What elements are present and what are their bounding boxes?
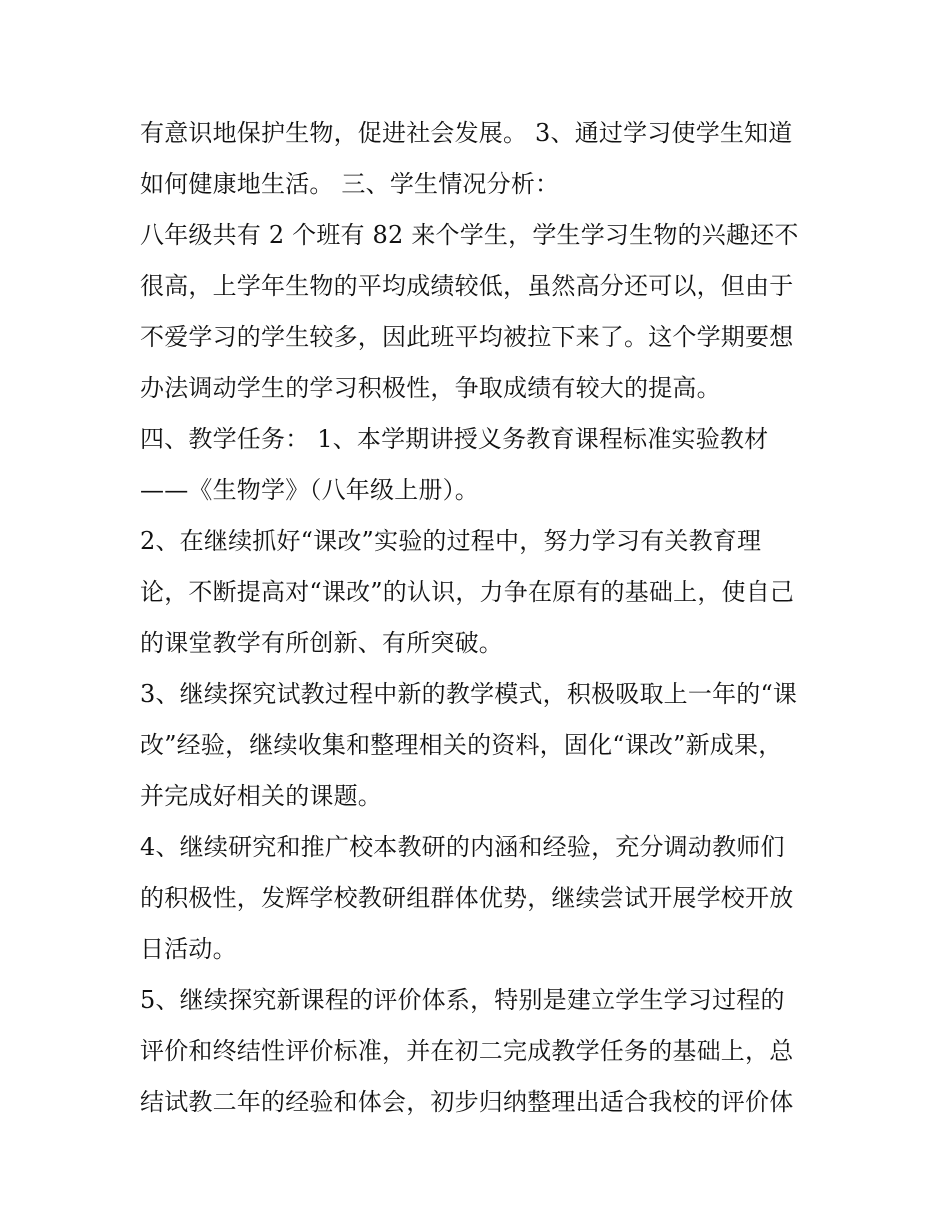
text-line: 评价和终结性评价标准，并在初二完成教学任务的基础上，总 — [140, 1037, 794, 1065]
text-line: 改”经验，继续收集和整理相关的资料，固化“课改”新成果， — [140, 731, 783, 759]
text-line: 2、在继续抓好“课改”实验的过程中，努力学习有关教育理 — [140, 527, 762, 555]
text-line: 的积极性，发辉学校教研组群体优势，继续尝试开展学校开放 — [140, 884, 794, 912]
text-line: 有意识地保护生物，促进社会发展。 3、通过学习使学生知道 — [140, 119, 793, 147]
text-line: ——《生物学》（八年级上册）。 — [140, 476, 479, 504]
text-line: 并完成好相关的课题。 — [140, 782, 382, 810]
text-line: 不爱学习的学生较多，因此班平均被拉下来了。这个学期要想 — [140, 323, 794, 351]
text-line: 办法调动学生的学习积极性，争取成绩有较大的提高。 — [140, 374, 721, 402]
text-line: 很高，上学年生物的平均成绩较低，虽然高分还可以，但由于 — [140, 272, 794, 300]
text-line: 八年级共有 2 个班有 82 来个学生，学生学习生物的兴趣还不 — [140, 221, 799, 249]
text-line: 3、继续探究试教过程中新的教学模式，积极吸取上一年的“课 — [140, 680, 798, 708]
text-line: 如何健康地生活。 三、学生情况分析： — [140, 170, 560, 198]
text-line: 的课堂教学有所创新、有所突破。 — [140, 629, 503, 657]
text-line: 5、继续探究新课程的评价体系，特别是建立学生学习过程的 — [140, 986, 785, 1014]
text-line: 4、继续研究和推广校本教研的内涵和经验，充分调动教师们 — [140, 833, 785, 861]
body-text — [140, 108, 820, 1128]
text-line: 结试教二年的经验和体会，初步归纳整理出适合我校的评价体 — [140, 1088, 794, 1116]
text-line: 日活动。 — [140, 935, 237, 963]
text-line: 四、教学任务： 1、本学期讲授义务教育课程标准实验教材 — [140, 425, 769, 453]
text-line: 论，不断提高对“课改”的认识，力争在原有的基础上，使自己 — [140, 578, 795, 606]
